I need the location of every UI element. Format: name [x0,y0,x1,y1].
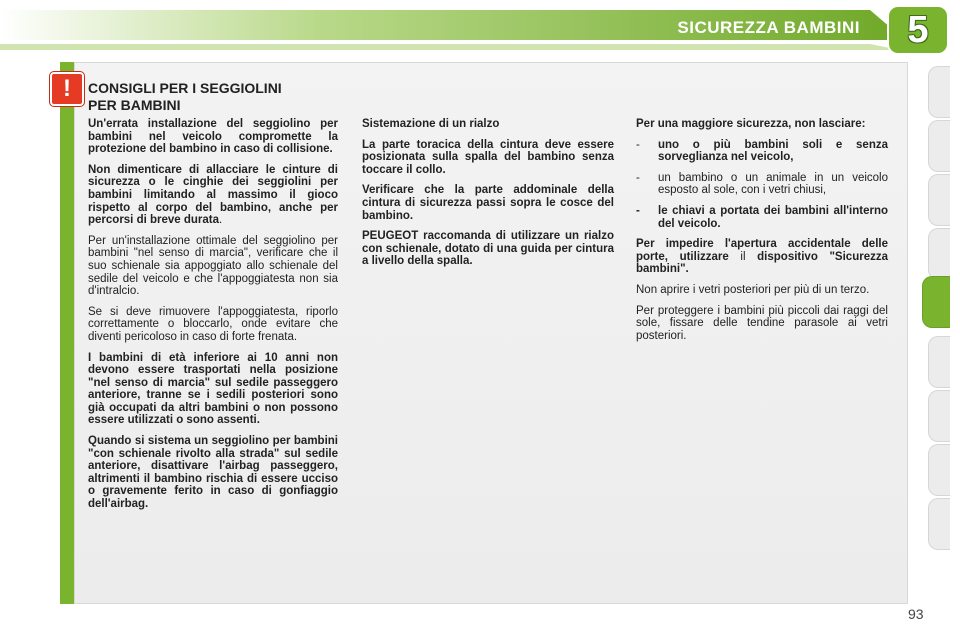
column-right [636,118,888,350]
paragraph: Un'errata installazione del seggiolino per bambini nel veicolo compromette la protezione del bambino in caso di collisione. [88,118,338,156]
list-item: - le chiavi a portata dei bambini all'interno del veicolo. [636,204,888,230]
subheading: Sistemazione di un rialzo [362,118,500,130]
paragraph: Verificare che la parte addominale della cintura di sicurezza passi sopra le cosce del bambino. [362,184,614,222]
left-accent-strip [60,62,74,604]
paragraph: La parte toracica della cintura deve essere posizionata sulla spalla del bambino senza toccare il collo. [362,138,614,176]
paragraph: Non dimenticare di allacciare le cinture di sicurezza o le cinghie dei seggiolini per bambini limitando al massimo il gioco rispetto al corpo del bambino, anche per percorsi di breve durata. [88,163,338,227]
chapter-tab-active[interactable] [922,276,950,328]
list-item: - un bambino o un animale in un veicolo esposto al sole, con i vetri chiusi, [636,171,888,197]
paragraph: I bambini di età inferiore ai 10 anni non devono essere trasportati nella posizione "nel senso di marcia" sul sedile passeggero anteriore, tranne se i sedili posteriori sono già occupati da altri bambini o non possono essere utilizzati o sono assenti. [88,351,338,427]
chapter-tab[interactable] [928,336,950,388]
section-title [88,80,358,114]
chapter-tab[interactable] [928,66,950,118]
chapter-tab[interactable] [928,444,950,496]
column-middle [362,118,614,276]
header-bar [0,0,960,56]
section-title-line1: CONSIGLI PER I SEGGIOLINI [88,80,282,96]
paragraph: Se si deve rimuovere l'appoggiatesta, riporlo correttamente o bloccarlo, onde evitare che diventi pericoloso in caso di forte frenata. [88,305,338,343]
paragraph: Quando si sistema un seggiolino per bambini "con schienale rivolto alla strada" sul sedile anteriore, disattivare l'airbag passeggero, altrimenti il bambino rischia di essere ucciso o gravemente ferito in caso di gonfiaggio dell'airbag. [88,435,338,511]
column-left [88,118,338,519]
chapter-tab[interactable] [928,390,950,442]
paragraph: Non aprire i vetri posteriori per più di un terzo. [636,283,870,296]
chapter-tab[interactable] [928,228,950,280]
chapter-title: SICUREZZA BAMBINI [677,18,860,37]
paragraph: PEUGEOT raccomanda di utilizzare un rialzo con schienale, dotato di una guida per cintura a livello della spalla. [362,230,614,268]
section-title-line2: PER BAMBINI [88,97,181,113]
paragraph: Per un'installazione ottimale del seggiolino per bambini "nel senso di marcia", verificare che il suo schienale sia appoggiato allo schienale del sedile del veicolo e che l'appoggiatesta non sia d'intralcio. [88,234,338,298]
exclamation-warning-icon: ! [50,72,84,106]
chapter-number: 5 [907,9,929,51]
chapter-tab[interactable] [928,174,950,226]
paragraph: Per impedire l'apertura accidentale delle porte, utilizzare il dispositivo "Sicurezza bambini". [636,238,888,276]
paragraph: Per proteggere i bambini più piccoli dai raggi del sole, fissare delle tendine parasole ai vetri posteriori. [636,304,888,342]
page-number: 93 [908,606,924,622]
paragraph: Per una maggiore sicurezza, non lasciare: [636,118,866,130]
chapter-tab[interactable] [928,498,950,550]
list-item: - uno o più bambini soli e senza sorveglianza nel veicolo, [636,138,888,164]
chapter-tab[interactable] [928,120,950,172]
chapter-tabs [928,66,950,574]
